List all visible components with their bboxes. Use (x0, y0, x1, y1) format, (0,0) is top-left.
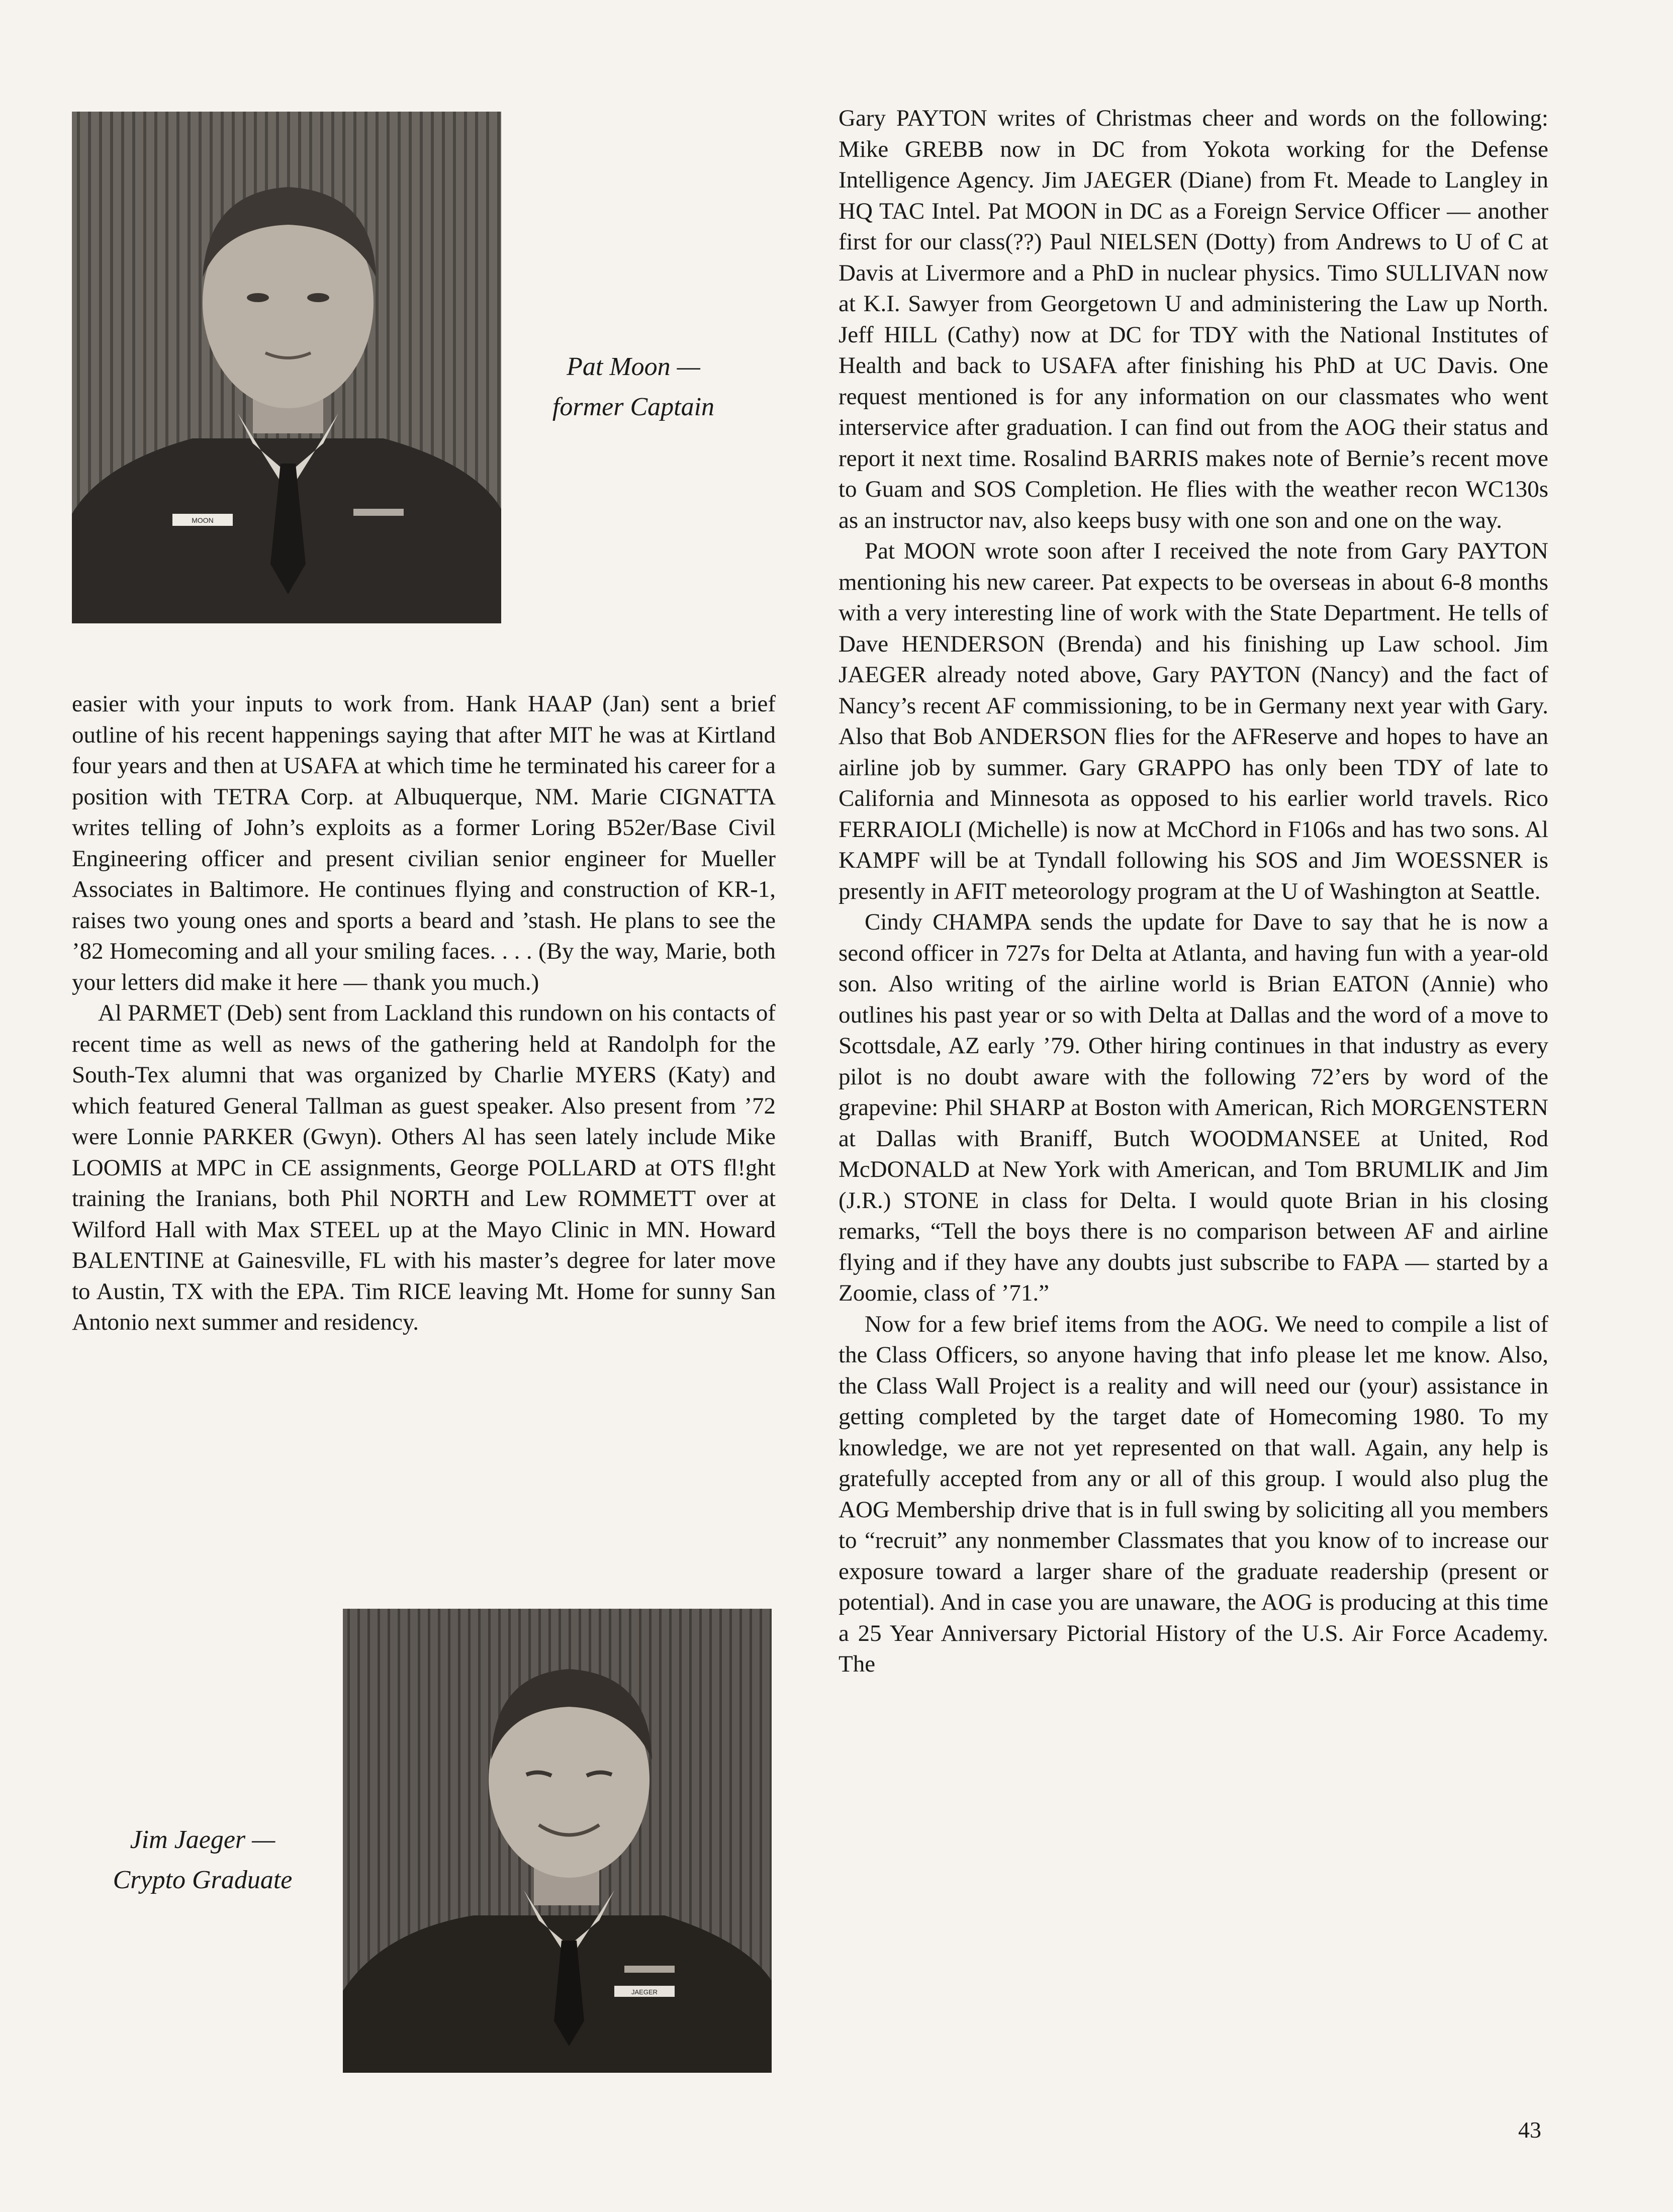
left-paragraph-1: easier with your inputs to work from. Hank HAAP (Jan) sent a brief outline of his recent happenings saying that after MIT he was at Kirtland four years and then at USAFA at which time he terminated his career for a position with TETRA Corp. at Albuquerque, NM. Marie CIGNATTA writes telling of John’s exploits as a former Loring B52er/Base Civil Engineering officer and present civilian senior engineer for Mueller Associates in Baltimore. He continues flying and construction of KR-1, raises two young ones and sports a beard and ’stash. He plans to see the ’82 Homecoming and all your smiling faces. . . . (By the way, Marie, both your letters did make it here — thank you much.) (72, 691, 776, 995)
left-paragraph-2: Al PARMET (Deb) sent from Lackland this rundown on his contacts of recent time as well as news of the gathering held at Randolph for the South-Tex alumni that was organized by Charlie MYERS (Katy) and which featured General Tallman as guest speaker. Also present from ’72 were Lonnie PARKER (Gwyn). Others Al has seen lately include Mike LOOMIS at MPC in CE assignments, George POLLARD at OTS fl!ght training the Iranians, both Phil NORTH and Lew ROMMETT over at Wilford Hall with Max STEEL up at the Mayo Clinic in MN. Howard BALENTINE at Gainesville, FL with his master’s degree for later move to Austin, TX with the EPA. Tim RICE leaving Mt. Home for sunny San Antonio next summer and residency. (72, 1000, 776, 1335)
jim-jaeger-caption-line2: Crypto Graduate (113, 1866, 293, 1894)
right-paragraph-3: Cindy CHAMPA sends the update for Dave to say that he is now a second officer in 727s for Delta at Atlanta, and having fun with a year-old son. Also writing of the airline world is Brian EATON (Annie) who outlines his past year or so with Delta at Dallas and the word of a move to Scottsdale, AZ early ’79. Other hiring continues in that industry as every pilot is no doubt aware with the following 72’ers by word of the grapevine: Phil SHARP at Boston with American, Rich MORGENSTERN at Dallas with Braniff, Butch WOODMANSEE at United, Rod McDONALD at New York with American, and Tom BRUMLIK and Jim (J.R.) STONE in class for Delta. I would quote Brian in his closing remarks, “Tell the boys there is no comparison between AF and airline flying and if they have any doubts just subscribe to FAPA — started by a Zoomie, class of ’71.” (839, 909, 1548, 1306)
jim-jaeger-photo (343, 1609, 772, 2073)
svg-text:JAEGER: JAEGER (631, 1988, 658, 1996)
pat-moon-caption (523, 347, 744, 427)
right-paragraph-4: Now for a few brief items from the AOG. We need to compile a list of the Class Officers, so anyone having that info please let me know. Also, the Class Wall Project is a reality and will need our (your) assistance in getting completed by the target date of Homecoming 1980. To my knowledge, we are not yet represented on that wall. Again, any help is gratefully accepted from any or all of this group. I would also plug the AOG Membership drive that is in full swing by soliciting all you members to “recruit” any nonmember Classmates that you know of to increase our exposure toward a larger share of the graduate readership (present or potential). And in case you are unaware, the AOG is producing at this time a 25 Year Anniversary Pictorial History of the U.S. Air Force Academy. The (839, 1311, 1548, 1677)
pat-moon-photo (72, 112, 501, 623)
page-number: 43 (1518, 2117, 1541, 2143)
right-column (839, 103, 1548, 1680)
jim-jaeger-caption (72, 1820, 333, 1900)
jim-jaeger-caption-line1: Jim Jaeger — (130, 1825, 275, 1854)
right-paragraph-1: Gary PAYTON writes of Christmas cheer and words on the following: Mike GREBB now in DC from Yokota working for the Defense Intelligence Agency. Jim JAEGER (Diane) from Ft. Meade to Langley in HQ TAC Intel. Pat MOON in DC as a Foreign Service Officer — another first for our class(??) Paul NIELSEN (Dotty) from Andrews to U of C at Davis at Livermore and a PhD in nuclear physics. Timo SULLIVAN now at K.I. Sawyer from Georgetown U and administering the Law up North. Jeff HILL (Cathy) now at DC for TDY with the National Institutes of Health and back to USAFA after finishing his PhD at UC Davis. One request mentioned is for any information on our classmates who went interservice after graduation. I can find out from the AOG their status and report it next time. Rosalind BARRIS makes note of Bernie’s recent move to Guam and SOS Completion. He flies with the weather recon WC130s as an instructor nav, also keeps busy with one son and one on the way. (839, 105, 1548, 533)
left-column (72, 689, 776, 1338)
pat-moon-caption-line2: former Captain (552, 393, 715, 421)
right-paragraph-2: Pat MOON wrote soon after I received the note from Gary PAYTON mentioning his new career. Pat expects to be overseas in about 6-8 months with a very interesting line of work with the State Department. He tells of Dave HENDERSON (Brenda) and his finishing up Law school. Jim JAEGER already noted above, Gary PAYTON (Nancy) and the fact of Nancy’s recent AF commissioning, to be in Germany next year with Gary. Also that Bob ANDERSON flies for the AFReserve and hopes to have an airline job by summer. Gary GRAPPO has only been TDY of late to California and Minnesota as opposed to his earlier world travels. Rico FERRAIOLI (Michelle) is now at McChord in F106s and has two sons. Al KAMPF will be at Tyndall following his SOS and Jim WOESSNER is presently in AFIT meteorology program at the U of Washington at Seattle. (839, 538, 1548, 904)
pat-moon-caption-line1: Pat Moon — (567, 352, 700, 381)
svg-text:MOON: MOON (192, 516, 214, 524)
